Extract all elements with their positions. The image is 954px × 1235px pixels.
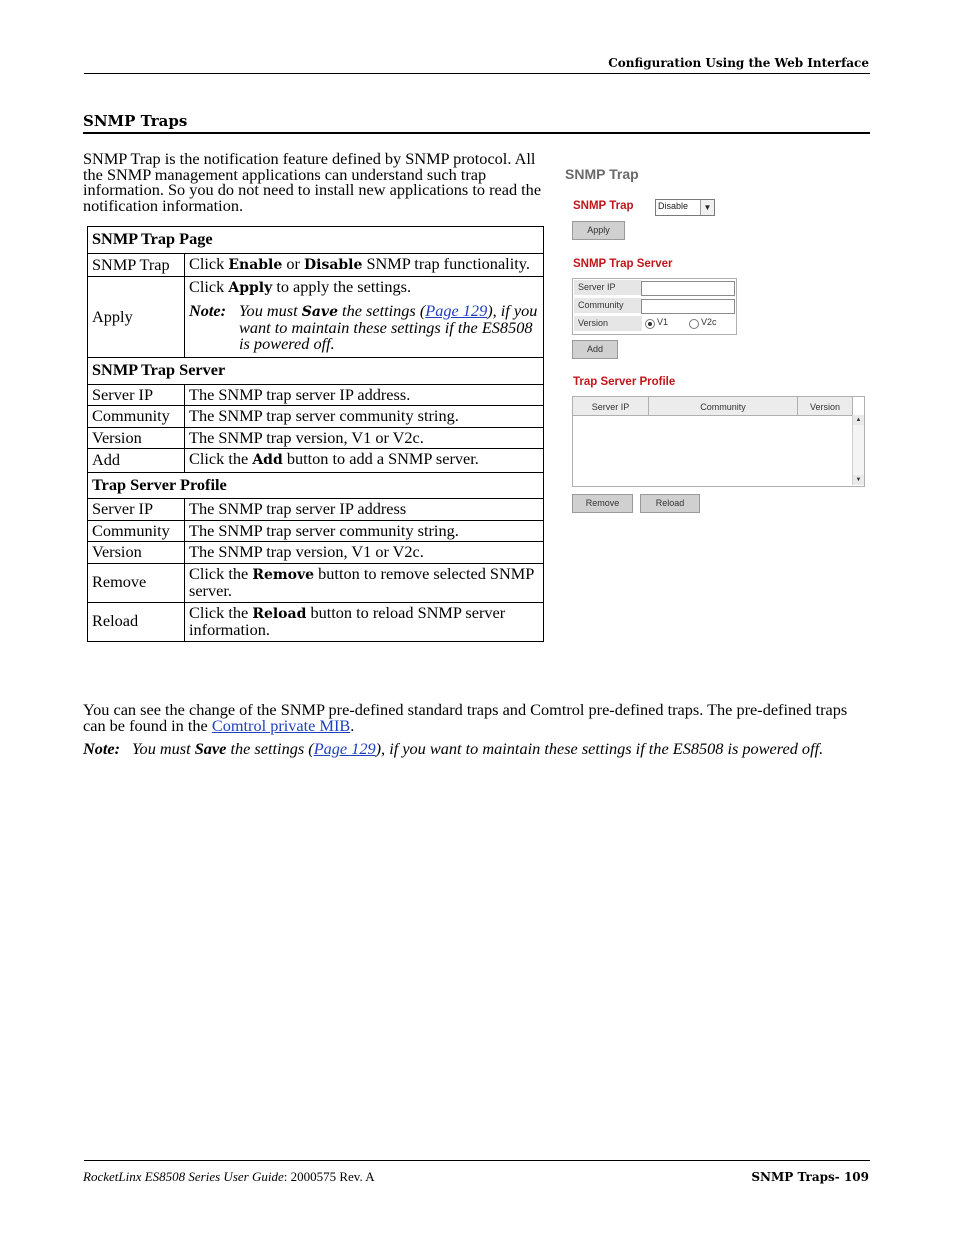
note-text: You must Save the settings (Page 129), if you want to maintain these settings if the ES8508 is powered off.	[239, 300, 538, 353]
row-label: Apply	[88, 277, 185, 358]
table-row	[88, 253, 544, 277]
snmp-trap-label: SNMP Trap	[573, 200, 634, 212]
version-label: Version	[574, 316, 642, 331]
row-description: The SNMP trap server community string.	[185, 520, 544, 542]
note-text: You must Save the settings (Page 129), if you want to maintain these settings if the ES8508 is powered off.	[132, 739, 824, 758]
page-link[interactable]: Page 129	[425, 300, 488, 320]
trap-server-label: SNMP Trap Server	[573, 258, 673, 270]
row-description: The SNMP trap server community string.	[185, 406, 544, 428]
footer-doc: : 2000575 Rev. A	[283, 1169, 375, 1184]
row-label: Version	[88, 542, 185, 564]
row-label: SNMP Trap	[88, 253, 185, 277]
table-section-row	[88, 227, 544, 254]
grid-scrollbar[interactable]	[852, 415, 864, 485]
note-label: Note:	[83, 739, 121, 758]
trap-server-profile-label: Trap Server Profile	[573, 376, 676, 388]
row-label: Community	[88, 520, 185, 542]
footer-left	[83, 1169, 375, 1185]
row-description: The SNMP trap version, V1 or V2c.	[185, 542, 544, 564]
trap-server-profile-grid	[572, 396, 865, 487]
intro-text: SNMP Trap is the notification feature defined by SNMP protocol. All the SNMP management applications can understand such trap information. So you do not need to install new applications to read the notification information.	[83, 149, 542, 215]
table-row	[88, 520, 544, 542]
row-label: Add	[88, 449, 185, 473]
v2c-label: V2c	[701, 317, 717, 327]
row-description: The SNMP trap server IP address	[185, 499, 544, 521]
page-link[interactable]: Page 129	[313, 739, 376, 758]
after-paragraph	[83, 702, 873, 757]
v1-label: V1	[657, 317, 669, 327]
remove-button[interactable]: Remove	[572, 494, 633, 513]
table-row	[88, 277, 544, 358]
row-description: Click the Add button to add a SNMP server.	[185, 449, 544, 473]
apply-button[interactable]: Apply	[572, 221, 625, 240]
screenshot-title: SNMP Trap	[565, 166, 639, 182]
row-label: Reload	[88, 602, 185, 641]
mib-link[interactable]: Comtrol private MIB	[211, 715, 351, 735]
scroll-up-icon[interactable]: ▲	[853, 415, 864, 425]
row-description: Click Apply to apply the settings. Note: You must Save the settings (Page 129), if you want to maintain these settings if the ES8508 is powered off.	[185, 277, 544, 358]
note	[189, 300, 539, 353]
table-row	[88, 449, 544, 473]
section-trap-page: SNMP Trap Page	[88, 227, 544, 254]
page-number: SNMP Traps- 109	[751, 1170, 869, 1184]
header-rule	[84, 73, 870, 74]
col-version[interactable]: Version	[798, 397, 853, 415]
table-row	[88, 406, 544, 428]
table-row	[88, 563, 544, 602]
footer-rule	[84, 1160, 870, 1161]
table-row	[88, 542, 544, 564]
chevron-down-icon: ▼	[700, 200, 714, 215]
select-value: Disable	[658, 201, 689, 211]
footer-product: RocketLinx ES8508 Series User Guide	[83, 1169, 284, 1184]
community-input[interactable]	[641, 299, 735, 314]
row-description: The SNMP trap version, V1 or V2c.	[185, 427, 544, 449]
section-trap-server: SNMP Trap Server	[88, 358, 544, 385]
table-section-row	[88, 472, 544, 499]
scroll-down-icon[interactable]: ▼	[853, 475, 864, 485]
mib-text: You can see the change of the SNMP pre-defined standard traps and Comtrol pre-defined traps. The pre-defined traps can be found in the Comtrol private MIB.	[83, 700, 848, 735]
row-description: Click the Reload button to reload SNMP server information.	[185, 602, 544, 641]
server-ip-label: Server IP	[574, 280, 642, 295]
reference-table	[87, 226, 544, 642]
community-label: Community	[574, 298, 642, 313]
row-label: Server IP	[88, 384, 185, 406]
col-server-ip[interactable]: Server IP	[573, 397, 649, 415]
snmp-trap-select[interactable]	[655, 199, 715, 216]
section-title: SNMP Traps	[83, 112, 188, 130]
version-row	[573, 315, 736, 333]
note-label: Note:	[189, 300, 227, 320]
table-section-row	[88, 358, 544, 385]
row-label: Community	[88, 406, 185, 428]
table-row	[88, 427, 544, 449]
community-row	[573, 297, 736, 315]
reload-button[interactable]: Reload	[640, 494, 700, 513]
row-description: The SNMP trap server IP address.	[185, 384, 544, 406]
table-row	[88, 602, 544, 641]
add-button[interactable]: Add	[572, 340, 618, 359]
grid-header	[573, 397, 853, 416]
server-ip-input[interactable]	[641, 281, 735, 296]
server-ip-row	[573, 279, 736, 297]
row-label: Server IP	[88, 499, 185, 521]
row-label: Remove	[88, 563, 185, 602]
row-label: Version	[88, 427, 185, 449]
v2c-radio[interactable]	[689, 319, 699, 329]
col-community[interactable]: Community	[649, 397, 798, 415]
v1-radio[interactable]	[645, 319, 655, 329]
running-header: Configuration Using the Web Interface	[608, 56, 869, 70]
section-server-profile: Trap Server Profile	[88, 472, 544, 499]
row-description: Click the Remove button to remove selected SNMP server.	[185, 563, 544, 602]
trap-server-form	[572, 278, 737, 335]
section-rule	[83, 132, 870, 134]
table-row	[88, 384, 544, 406]
row-description: Click Enable or Disable SNMP trap functionality.	[185, 253, 544, 277]
note	[83, 741, 873, 757]
table-row	[88, 499, 544, 521]
intro-paragraph	[83, 151, 553, 213]
